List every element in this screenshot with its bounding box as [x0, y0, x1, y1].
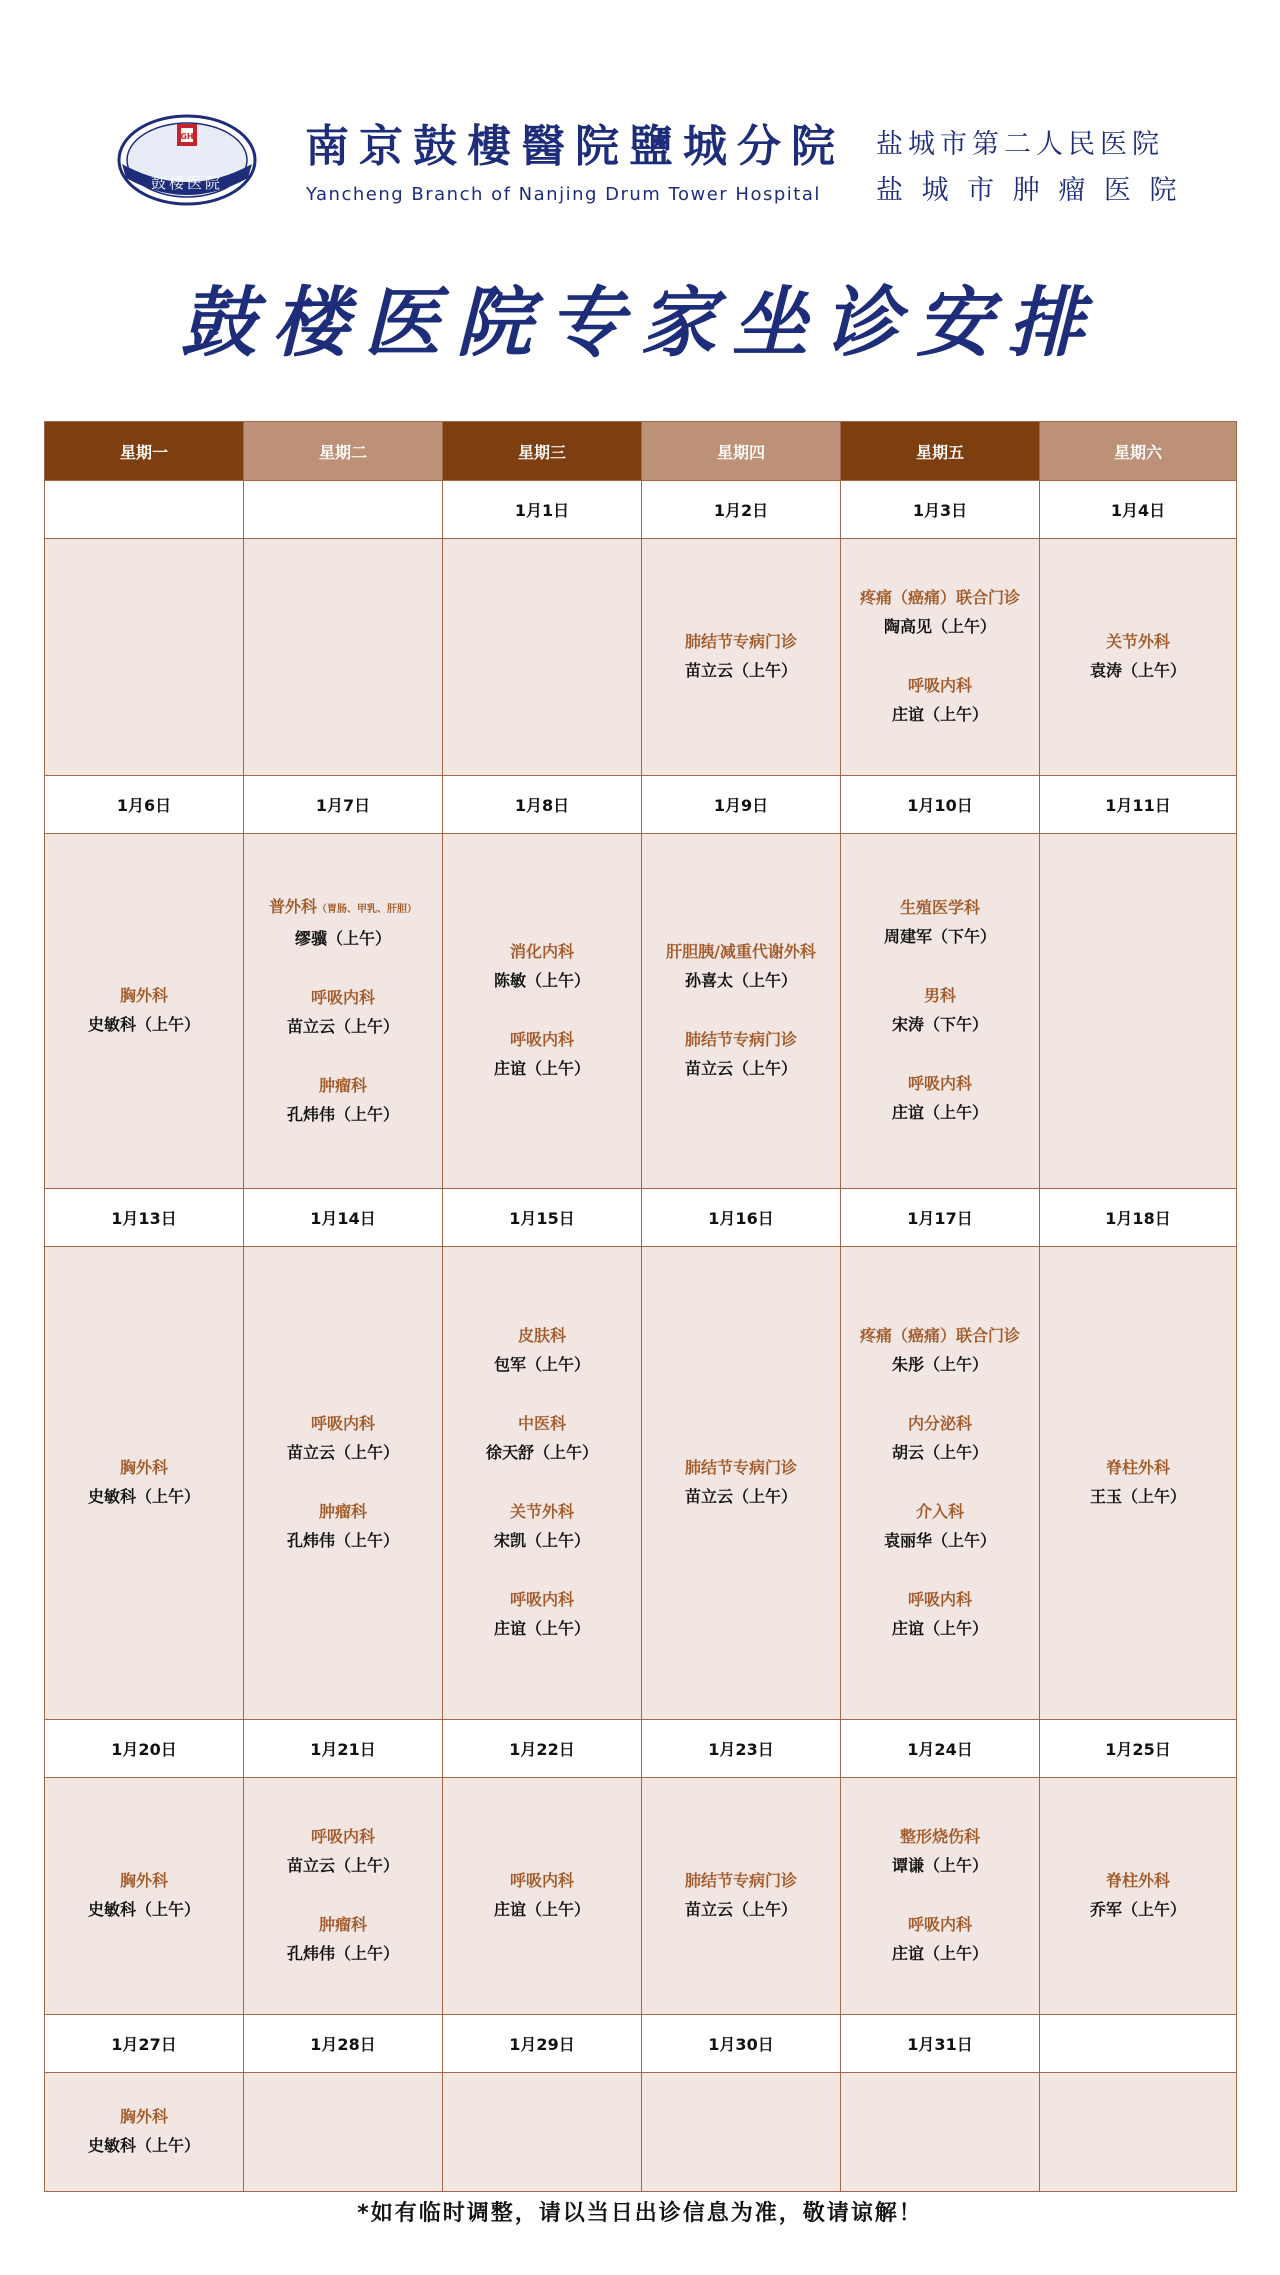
affiliated-names: [876, 122, 1182, 214]
date-row: [45, 481, 1237, 539]
clinic-cell: [244, 2073, 443, 2192]
clinic-slot: [1040, 628, 1236, 686]
doctor-name: 孔炜伟（上午）: [286, 1104, 399, 1124]
clinic-cell: [45, 834, 244, 1189]
clinic-slot: [45, 1867, 243, 1925]
date-cell: [1040, 2015, 1237, 2073]
department-label: 内分泌科: [907, 1414, 972, 1433]
date-cell: 1月25日: [1040, 1720, 1237, 1778]
department-name: [642, 628, 840, 656]
department-label: 脊柱外科: [1105, 1871, 1170, 1890]
department-name: [443, 1410, 641, 1438]
department-name: [642, 1026, 840, 1054]
department-name: [443, 1322, 641, 1350]
department-label: 关节外科: [1105, 632, 1170, 651]
department-name: [45, 2103, 243, 2131]
doctor-name: 史敏科（上午）: [87, 2136, 200, 2155]
date-row: [45, 1720, 1237, 1778]
department-label: 中医科: [517, 1414, 566, 1433]
department-name: [642, 1454, 840, 1482]
doctor-name: 史敏科（上午）: [87, 1487, 200, 1506]
date-row: [45, 776, 1237, 834]
hospital-name-cn: 南京鼓樓醫院鹽城分院: [305, 121, 845, 172]
date-cell: 1月6日: [45, 776, 244, 834]
schedule-table: [44, 421, 1237, 2192]
date-cell: 1月23日: [642, 1720, 841, 1778]
department-name: [244, 984, 442, 1012]
clinic-cell: [244, 834, 443, 1189]
doctor-name: 王玉（上午）: [1089, 1487, 1186, 1506]
department-label: 呼吸内科: [907, 676, 972, 695]
department-label: 胸外科: [119, 1458, 168, 1477]
date-cell: 1月14日: [244, 1189, 443, 1247]
department-label: 肿瘤科: [318, 1075, 367, 1095]
clinic-slot: [642, 628, 840, 686]
department-name: [443, 938, 641, 966]
clinic-slot: [642, 1454, 840, 1512]
clinic-slot: [244, 1911, 442, 1969]
logo-text: 鼓楼医院: [150, 174, 224, 192]
department-name: [443, 1586, 641, 1614]
department-label: 胸外科: [119, 1871, 168, 1890]
date-cell: 1月16日: [642, 1189, 841, 1247]
department-label: 呼吸内科: [310, 987, 375, 1007]
doctor-name: 朱彤（上午）: [891, 1355, 988, 1374]
doctor-name: 孙喜太（上午）: [684, 971, 797, 990]
doctor-name: 苗立云（上午）: [286, 1443, 399, 1462]
clinic-slot: [841, 1823, 1039, 1881]
clinic-slot: [45, 1454, 243, 1512]
weekday-header: 星期六: [1040, 422, 1237, 481]
clinic-cell: [642, 834, 841, 1189]
clinic-slot: [1040, 1867, 1236, 1925]
date-cell: 1月11日: [1040, 776, 1237, 834]
doctor-name: 庄谊（上午）: [891, 705, 988, 724]
clinic-slot: [244, 893, 442, 954]
clinic-cell: [642, 2073, 841, 2192]
clinic-cell: [841, 2073, 1040, 2192]
weekday-header: 星期三: [443, 422, 642, 481]
doctor-name: 宋凯（上午）: [493, 1531, 590, 1550]
date-cell: 1月10日: [841, 776, 1040, 834]
doctor-name: 苗立云（上午）: [684, 1059, 797, 1078]
clinic-cell: [45, 1247, 244, 1720]
date-row: [45, 1189, 1237, 1247]
logo-mark: GH: [180, 132, 194, 141]
department-name: [1040, 1867, 1236, 1895]
date-cell: 1月24日: [841, 1720, 1040, 1778]
department-label: 呼吸内科: [310, 1827, 375, 1846]
weekday-header: 星期四: [642, 422, 841, 481]
clinic-cell: [841, 834, 1040, 1189]
department-name: [1040, 1454, 1236, 1482]
doctor-name: 徐天舒（上午）: [485, 1443, 598, 1462]
clinic-cell: [1040, 2073, 1237, 2192]
clinic-cell: [244, 1778, 443, 2015]
department-label: 消化内科: [509, 942, 574, 961]
clinic-cell: [841, 1247, 1040, 1720]
clinic-slot: [841, 1410, 1039, 1468]
department-label: 呼吸内科: [509, 1590, 574, 1609]
date-cell: 1月3日: [841, 481, 1040, 539]
clinic-cell: [45, 1778, 244, 2015]
department-label: 疼痛（癌痛）联合门诊: [859, 1326, 1020, 1345]
clinic-cell: [841, 539, 1040, 776]
department-label: 介入科: [915, 1502, 964, 1521]
clinic-slot: [642, 1867, 840, 1925]
doctor-name: 苗立云（上午）: [684, 661, 797, 680]
department-label: 呼吸内科: [907, 1590, 972, 1609]
clinic-cell: [1040, 1778, 1237, 2015]
department-name: [45, 1454, 243, 1482]
department-name: [443, 1867, 641, 1895]
clinic-slot: [841, 982, 1039, 1040]
doctor-name: 谭谦（上午）: [891, 1856, 988, 1875]
clinic-cell: [443, 834, 642, 1189]
department-name: [642, 1867, 840, 1895]
department-name: [244, 1823, 442, 1851]
date-cell: 1月30日: [642, 2015, 841, 2073]
affiliated-name: 盐城市第二人民医院: [876, 129, 1164, 160]
clinic-slot: [642, 1026, 840, 1084]
department-label: 胸外科: [119, 2107, 168, 2126]
clinic-row: [45, 2073, 1237, 2192]
department-label: 肺结节专病门诊: [684, 1458, 797, 1477]
doctor-name: 缪骥（上午）: [294, 928, 391, 948]
date-cell: 1月17日: [841, 1189, 1040, 1247]
weekday-header: 星期五: [841, 422, 1040, 481]
department-name: [443, 1026, 641, 1054]
clinic-slot: [443, 938, 641, 996]
clinic-slot: [841, 1911, 1039, 1969]
clinic-slot: [45, 2103, 243, 2161]
department-label: 生殖医学科: [899, 898, 980, 917]
clinic-slot: [1040, 1454, 1236, 1512]
clinic-slot: [443, 1322, 641, 1380]
doctor-name: 史敏科（上午）: [87, 1015, 200, 1034]
clinic-cell: [443, 1247, 642, 1720]
clinic-cell: [1040, 1247, 1237, 1720]
clinic-slot: [841, 1498, 1039, 1556]
doctor-name: 庄谊（上午）: [493, 1619, 590, 1638]
doctor-name: 史敏科（上午）: [87, 1900, 200, 1919]
doctor-name: 苗立云（上午）: [286, 1856, 399, 1875]
date-cell: [244, 481, 443, 539]
weekday-header: 星期二: [244, 422, 443, 481]
department-name: [244, 1911, 442, 1939]
doctor-name: 苗立云（上午）: [684, 1900, 797, 1919]
date-cell: 1月18日: [1040, 1189, 1237, 1247]
department-name: [642, 938, 840, 966]
doctor-name: 宋涛（下午）: [891, 1015, 988, 1034]
footnote: *如有临时调整，请以当日出诊信息为准，敬请谅解！: [357, 2201, 923, 2226]
date-cell: 1月8日: [443, 776, 642, 834]
doctor-name: 包军（上午）: [493, 1355, 590, 1374]
clinic-row: [45, 834, 1237, 1189]
department-name: [244, 893, 442, 924]
department-name: [841, 1322, 1039, 1350]
department-label: 肺结节专病门诊: [684, 632, 797, 651]
clinic-slot: [244, 984, 442, 1042]
date-cell: 1月4日: [1040, 481, 1237, 539]
department-label: 整形烧伤科: [899, 1827, 980, 1846]
affiliated-name: 盐 城 市 肿 瘤 医 院: [876, 175, 1182, 206]
date-cell: [45, 481, 244, 539]
clinic-cell: [244, 1247, 443, 1720]
clinic-cell: [642, 1778, 841, 2015]
department-label: 肝胆胰/减重代谢外科: [666, 942, 816, 961]
department-label: 呼吸内科: [310, 1414, 375, 1433]
clinic-cell: [443, 1778, 642, 2015]
doctor-name: 孔炜伟（上午）: [286, 1944, 399, 1963]
page-header: [0, 0, 1280, 250]
clinic-slot: [443, 1498, 641, 1556]
department-label: 关节外科: [509, 1502, 574, 1521]
clinic-cell: [443, 2073, 642, 2192]
date-cell: 1月15日: [443, 1189, 642, 1247]
department-name: [841, 584, 1039, 612]
department-name: [841, 1410, 1039, 1438]
department-label: 疼痛（癌痛）联合门诊: [859, 588, 1020, 607]
clinic-cell: [1040, 539, 1237, 776]
department-label: 肺结节专病门诊: [684, 1030, 797, 1049]
hospital-logo: [112, 112, 262, 208]
department-label: 皮肤科: [517, 1326, 566, 1345]
clinic-slot: [443, 1026, 641, 1084]
department-label: 肺结节专病门诊: [684, 1871, 797, 1890]
date-cell: 1月1日: [443, 481, 642, 539]
clinic-slot: [841, 584, 1039, 642]
department-label: 呼吸内科: [509, 1030, 574, 1049]
department-label: 肿瘤科: [318, 1502, 367, 1521]
doctor-name: 苗立云（上午）: [286, 1016, 399, 1036]
date-cell: 1月13日: [45, 1189, 244, 1247]
doctor-name: 苗立云（上午）: [684, 1487, 797, 1506]
schedule-body: [45, 481, 1237, 2192]
department-name: [1040, 628, 1236, 656]
department-note: （胃肠、甲乳、肝胆）: [317, 903, 417, 915]
clinic-slot: [443, 1586, 641, 1644]
clinic-slot: [841, 1070, 1039, 1128]
department-label: 呼吸内科: [509, 1871, 574, 1890]
page-title: 鼓楼医院专家坐诊安排: [180, 278, 1100, 367]
clinic-slot: [45, 982, 243, 1040]
department-name: [841, 1586, 1039, 1614]
department-label: 呼吸内科: [907, 1074, 972, 1093]
date-cell: 1月28日: [244, 2015, 443, 2073]
doctor-name: 庄谊（上午）: [493, 1059, 590, 1078]
date-cell: 1月31日: [841, 2015, 1040, 2073]
department-label: 呼吸内科: [907, 1915, 972, 1934]
clinic-cell: [244, 539, 443, 776]
department-name: [45, 1867, 243, 1895]
department-label: 普外科: [268, 896, 317, 916]
department-label: 脊柱外科: [1105, 1458, 1170, 1477]
clinic-cell: [642, 539, 841, 776]
clinic-slot: [244, 1072, 442, 1130]
clinic-cell: [642, 1247, 841, 1720]
clinic-slot: [841, 1322, 1039, 1380]
clinic-cell: [45, 2073, 244, 2192]
doctor-name: 庄谊（上午）: [891, 1103, 988, 1122]
department-name: [841, 672, 1039, 700]
clinic-cell: [1040, 834, 1237, 1189]
date-cell: 1月27日: [45, 2015, 244, 2073]
clinic-row: [45, 1247, 1237, 1720]
doctor-name: 袁涛（上午）: [1089, 661, 1186, 680]
date-cell: 1月22日: [443, 1720, 642, 1778]
clinic-slot: [244, 1410, 442, 1468]
date-row: [45, 2015, 1237, 2073]
clinic-slot: [443, 1867, 641, 1925]
department-name: [244, 1072, 442, 1100]
doctor-name: 庄谊（上午）: [891, 1619, 988, 1638]
date-cell: 1月2日: [642, 481, 841, 539]
clinic-row: [45, 539, 1237, 776]
weekday-header-row: [45, 422, 1237, 481]
clinic-slot: [841, 672, 1039, 730]
clinic-cell: [45, 539, 244, 776]
hospital-name-en: Yancheng Branch of Nanjing Drum Tower Hospital: [306, 184, 821, 205]
doctor-name: 乔军（上午）: [1089, 1900, 1186, 1919]
department-name: [244, 1410, 442, 1438]
doctor-name: 陶高见（上午）: [883, 617, 996, 636]
date-cell: 1月21日: [244, 1720, 443, 1778]
clinic-slot: [244, 1823, 442, 1881]
doctor-name: 庄谊（上午）: [493, 1900, 590, 1919]
department-name: [841, 1823, 1039, 1851]
clinic-cell: [443, 539, 642, 776]
department-label: 胸外科: [119, 986, 168, 1005]
department-name: [841, 894, 1039, 922]
doctor-name: 庄谊（上午）: [891, 1944, 988, 1963]
date-cell: 1月20日: [45, 1720, 244, 1778]
clinic-slot: [443, 1410, 641, 1468]
clinic-row: [45, 1778, 1237, 2015]
department-name: [841, 982, 1039, 1010]
department-name: [443, 1498, 641, 1526]
department-label: 男科: [923, 986, 956, 1005]
department-name: [841, 1498, 1039, 1526]
clinic-slot: [244, 1498, 442, 1556]
doctor-name: 周建军（下午）: [883, 927, 996, 946]
clinic-slot: [642, 938, 840, 996]
department-name: [841, 1070, 1039, 1098]
clinic-cell: [841, 1778, 1040, 2015]
department-name: [841, 1911, 1039, 1939]
clinic-slot: [841, 1586, 1039, 1644]
doctor-name: 陈敏（上午）: [493, 971, 590, 990]
doctor-name: 胡云（上午）: [891, 1443, 988, 1462]
date-cell: 1月7日: [244, 776, 443, 834]
date-cell: 1月9日: [642, 776, 841, 834]
department-name: [244, 1498, 442, 1526]
date-cell: 1月29日: [443, 2015, 642, 2073]
clinic-slot: [841, 894, 1039, 952]
doctor-name: 袁丽华（上午）: [883, 1531, 996, 1550]
department-name: [45, 982, 243, 1010]
department-label: 肿瘤科: [318, 1915, 367, 1934]
weekday-header: 星期一: [45, 422, 244, 481]
doctor-name: 孔炜伟（上午）: [286, 1531, 399, 1550]
